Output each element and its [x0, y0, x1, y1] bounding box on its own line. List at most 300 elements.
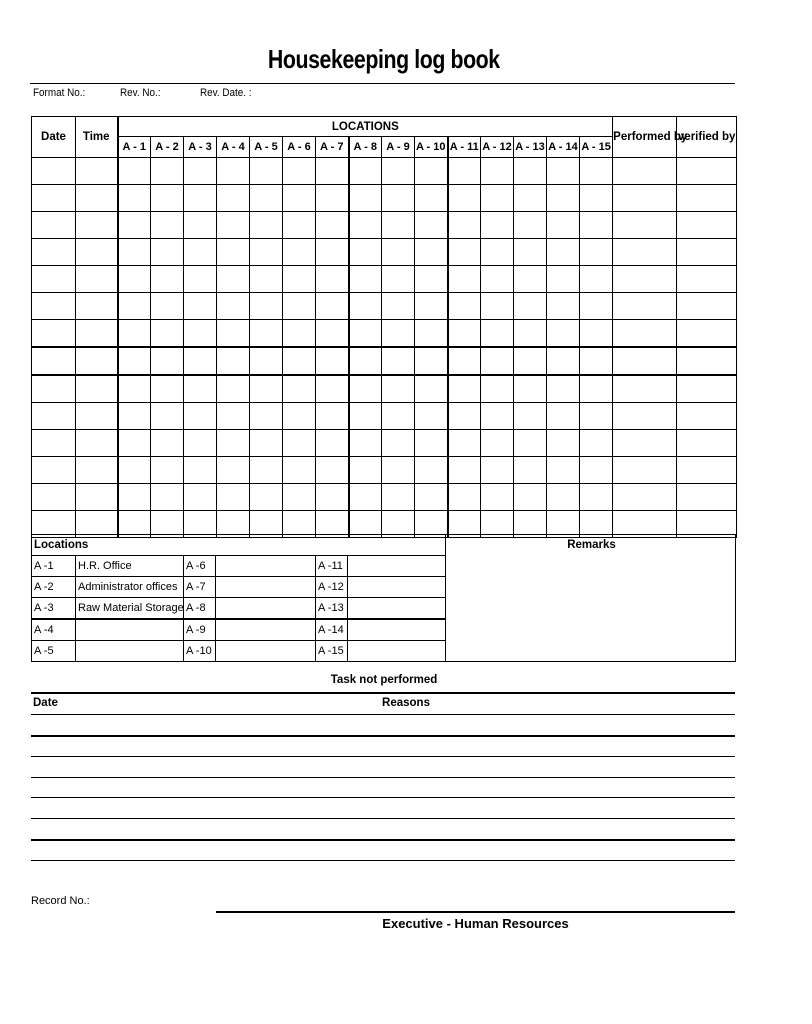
log-cell[interactable] [32, 430, 76, 457]
log-cell[interactable] [151, 320, 184, 348]
log-cell[interactable] [32, 293, 76, 320]
log-cell[interactable] [184, 266, 217, 293]
log-cell[interactable] [217, 293, 250, 320]
log-cell[interactable] [547, 457, 580, 484]
log-cell[interactable] [316, 185, 349, 212]
log-cell[interactable] [32, 347, 76, 375]
log-cell[interactable] [316, 430, 349, 457]
log-cell[interactable] [677, 158, 737, 185]
date-column-header: Date [32, 117, 76, 158]
log-cell[interactable] [580, 266, 613, 293]
log-cell[interactable] [382, 375, 415, 403]
log-cell[interactable] [677, 185, 737, 212]
log-cell[interactable] [217, 347, 250, 375]
log-cell[interactable] [448, 266, 481, 293]
task-row-line[interactable] [31, 797, 735, 798]
log-cell[interactable] [217, 375, 250, 403]
log-cell[interactable] [283, 430, 316, 457]
log-cell[interactable] [76, 266, 118, 293]
log-cell[interactable] [316, 158, 349, 185]
location-code: A -7 [184, 577, 216, 598]
log-cell[interactable] [118, 293, 151, 320]
log-cell[interactable] [151, 430, 184, 457]
locations-legend-table [31, 534, 736, 662]
log-row [32, 347, 737, 375]
log-cell[interactable] [547, 293, 580, 320]
task-row-line[interactable] [31, 777, 735, 778]
log-cell[interactable] [76, 457, 118, 484]
log-cell[interactable] [415, 457, 448, 484]
log-cell[interactable] [382, 403, 415, 430]
log-cell[interactable] [415, 320, 448, 348]
log-cell[interactable] [613, 266, 677, 293]
log-cell[interactable] [283, 185, 316, 212]
log-cell[interactable] [184, 185, 217, 212]
log-cell[interactable] [448, 484, 481, 511]
log-cell[interactable] [316, 457, 349, 484]
log-cell[interactable] [32, 375, 76, 403]
log-cell[interactable] [580, 430, 613, 457]
log-cell[interactable] [448, 403, 481, 430]
log-cell[interactable] [118, 484, 151, 511]
locations-legend-header: Locations [32, 535, 446, 556]
log-cell[interactable] [382, 320, 415, 348]
log-cell[interactable] [250, 430, 283, 457]
log-cell[interactable] [514, 293, 547, 320]
log-cell[interactable] [184, 212, 217, 239]
log-cell[interactable] [217, 484, 250, 511]
log-cell[interactable] [415, 212, 448, 239]
log-cell[interactable] [677, 347, 737, 375]
log-cell[interactable] [580, 212, 613, 239]
log-cell[interactable] [415, 484, 448, 511]
location-code: A -8 [184, 598, 216, 620]
log-cell[interactable] [382, 430, 415, 457]
log-cell[interactable] [481, 347, 514, 375]
log-cell[interactable] [448, 185, 481, 212]
log-cell[interactable] [283, 375, 316, 403]
log-cell[interactable] [580, 375, 613, 403]
location-name[interactable] [216, 577, 316, 598]
log-cell[interactable] [151, 185, 184, 212]
log-cell[interactable] [415, 266, 448, 293]
log-cell[interactable] [580, 158, 613, 185]
log-cell[interactable] [250, 484, 283, 511]
log-cell[interactable] [580, 484, 613, 511]
log-cell[interactable] [250, 457, 283, 484]
log-cell[interactable] [76, 158, 118, 185]
log-cell[interactable] [349, 266, 382, 293]
log-cell[interactable] [118, 320, 151, 348]
log-cell[interactable] [349, 239, 382, 266]
location-code-header: A - 8 [349, 137, 382, 158]
log-cell[interactable] [250, 239, 283, 266]
log-cell[interactable] [316, 212, 349, 239]
log-cell[interactable] [448, 457, 481, 484]
log-cell[interactable] [547, 375, 580, 403]
log-cell[interactable] [217, 158, 250, 185]
log-cell[interactable] [415, 293, 448, 320]
log-row [32, 239, 737, 266]
log-cell[interactable] [415, 375, 448, 403]
log-cell[interactable] [613, 185, 677, 212]
log-cell[interactable] [514, 185, 547, 212]
location-name[interactable]: Administrator offices [76, 577, 184, 598]
log-cell[interactable] [382, 158, 415, 185]
remarks-box[interactable] [446, 535, 736, 662]
log-cell[interactable] [283, 484, 316, 511]
log-cell[interactable] [448, 212, 481, 239]
task-row-line[interactable] [31, 735, 735, 737]
log-cell[interactable] [118, 158, 151, 185]
log-cell[interactable] [283, 266, 316, 293]
log-cell[interactable] [250, 293, 283, 320]
log-cell[interactable] [613, 239, 677, 266]
log-cell[interactable] [382, 347, 415, 375]
log-cell[interactable] [514, 212, 547, 239]
log-cell[interactable] [613, 375, 677, 403]
log-cell[interactable] [448, 158, 481, 185]
log-cell[interactable] [184, 430, 217, 457]
log-cell[interactable] [316, 403, 349, 430]
log-cell[interactable] [415, 347, 448, 375]
log-cell[interactable] [76, 484, 118, 511]
log-cell[interactable] [448, 347, 481, 375]
log-cell[interactable] [32, 403, 76, 430]
log-cell[interactable] [283, 212, 316, 239]
log-cell[interactable] [514, 484, 547, 511]
log-cell[interactable] [382, 185, 415, 212]
location-name[interactable] [348, 598, 446, 620]
log-cell[interactable] [283, 158, 316, 185]
log-cell[interactable] [481, 293, 514, 320]
log-cell[interactable] [184, 347, 217, 375]
log-cell[interactable] [580, 347, 613, 375]
log-cell[interactable] [184, 457, 217, 484]
log-cell[interactable] [448, 375, 481, 403]
log-cell[interactable] [677, 320, 737, 348]
log-cell[interactable] [613, 212, 677, 239]
log-cell[interactable] [514, 403, 547, 430]
log-cell[interactable] [415, 403, 448, 430]
task-row-line[interactable] [31, 839, 735, 841]
log-cell[interactable] [118, 430, 151, 457]
log-cell[interactable] [415, 430, 448, 457]
log-cell[interactable] [250, 320, 283, 348]
log-cell[interactable] [32, 185, 76, 212]
log-cell[interactable] [580, 403, 613, 430]
log-cell[interactable] [217, 457, 250, 484]
log-cell[interactable] [151, 158, 184, 185]
log-cell[interactable] [547, 320, 580, 348]
log-cell[interactable] [349, 430, 382, 457]
log-cell[interactable] [415, 185, 448, 212]
log-cell[interactable] [151, 403, 184, 430]
log-cell[interactable] [514, 430, 547, 457]
log-cell[interactable] [118, 403, 151, 430]
log-cell[interactable] [283, 239, 316, 266]
log-cell[interactable] [677, 212, 737, 239]
log-cell[interactable] [32, 484, 76, 511]
log-cell[interactable] [677, 430, 737, 457]
log-cell[interactable] [283, 320, 316, 348]
log-cell[interactable] [151, 239, 184, 266]
log-cell[interactable] [118, 185, 151, 212]
log-cell[interactable] [184, 239, 217, 266]
rev-no-label: Rev. No.: [120, 87, 161, 99]
log-cell[interactable] [184, 320, 217, 348]
log-cell[interactable] [547, 212, 580, 239]
log-cell[interactable] [481, 239, 514, 266]
log-cell[interactable] [76, 212, 118, 239]
log-cell[interactable] [580, 185, 613, 212]
location-name[interactable] [76, 641, 184, 662]
log-cell[interactable] [349, 293, 382, 320]
log-cell[interactable] [184, 293, 217, 320]
log-cell[interactable] [349, 185, 382, 212]
log-cell[interactable] [349, 403, 382, 430]
log-cell[interactable] [580, 239, 613, 266]
log-cell[interactable] [349, 375, 382, 403]
log-cell[interactable] [250, 266, 283, 293]
log-cell[interactable] [481, 185, 514, 212]
log-cell[interactable] [481, 430, 514, 457]
log-cell[interactable] [76, 430, 118, 457]
log-cell[interactable] [118, 239, 151, 266]
log-cell[interactable] [32, 239, 76, 266]
log-cell[interactable] [283, 403, 316, 430]
log-cell[interactable] [217, 239, 250, 266]
log-cell[interactable] [481, 320, 514, 348]
log-cell[interactable] [481, 484, 514, 511]
log-cell[interactable] [217, 212, 250, 239]
log-cell[interactable] [76, 239, 118, 266]
log-cell[interactable] [481, 457, 514, 484]
log-cell[interactable] [118, 457, 151, 484]
location-name[interactable] [348, 577, 446, 598]
log-row [32, 375, 737, 403]
log-cell[interactable] [151, 212, 184, 239]
location-name[interactable] [216, 619, 316, 641]
log-cell[interactable] [547, 185, 580, 212]
log-cell[interactable] [316, 266, 349, 293]
log-cell[interactable] [217, 430, 250, 457]
log-cell[interactable] [382, 266, 415, 293]
location-name[interactable] [348, 619, 446, 641]
log-cell[interactable] [613, 484, 677, 511]
log-cell[interactable] [32, 266, 76, 293]
log-row [32, 185, 737, 212]
log-cell[interactable] [316, 320, 349, 348]
log-cell[interactable] [118, 375, 151, 403]
log-cell[interactable] [76, 185, 118, 212]
log-cell[interactable] [316, 239, 349, 266]
log-cell[interactable] [613, 403, 677, 430]
log-cell[interactable] [547, 430, 580, 457]
log-cell[interactable] [448, 430, 481, 457]
log-cell[interactable] [677, 375, 737, 403]
task-not-performed-title: Task not performed [330, 674, 438, 686]
log-cell[interactable] [580, 457, 613, 484]
location-name[interactable] [348, 556, 446, 577]
task-row-line[interactable] [31, 714, 735, 715]
log-cell[interactable] [677, 266, 737, 293]
log-cell[interactable] [349, 457, 382, 484]
log-cell[interactable] [382, 239, 415, 266]
log-cell[interactable] [547, 239, 580, 266]
location-name[interactable] [76, 619, 184, 641]
log-cell[interactable] [151, 293, 184, 320]
log-cell[interactable] [349, 212, 382, 239]
log-row [32, 266, 737, 293]
log-cell[interactable] [250, 403, 283, 430]
log-cell[interactable] [151, 484, 184, 511]
task-table-top-rule [31, 692, 735, 694]
location-code-header: A - 3 [184, 137, 217, 158]
log-cell[interactable] [677, 484, 737, 511]
log-cell[interactable] [382, 212, 415, 239]
log-cell[interactable] [316, 375, 349, 403]
location-name[interactable] [348, 641, 446, 662]
log-cell[interactable] [76, 347, 118, 375]
locations-column-header: LOCATIONS [118, 117, 613, 137]
log-cell[interactable] [250, 185, 283, 212]
log-cell[interactable] [677, 403, 737, 430]
log-cell[interactable] [481, 212, 514, 239]
task-row-line[interactable] [31, 818, 735, 819]
log-cell[interactable] [217, 403, 250, 430]
log-cell[interactable] [613, 430, 677, 457]
log-cell[interactable] [184, 484, 217, 511]
log-cell[interactable] [349, 484, 382, 511]
record-no-label: Record No.: [31, 895, 90, 907]
log-cell[interactable] [217, 185, 250, 212]
log-cell[interactable] [514, 320, 547, 348]
log-cell[interactable] [677, 239, 737, 266]
log-cell[interactable] [250, 347, 283, 375]
log-cell[interactable] [349, 320, 382, 348]
log-row [32, 430, 737, 457]
log-cell[interactable] [415, 239, 448, 266]
log-cell[interactable] [481, 375, 514, 403]
log-cell[interactable] [32, 212, 76, 239]
location-code: A -11 [316, 556, 348, 577]
log-cell[interactable] [316, 347, 349, 375]
log-cell[interactable] [514, 239, 547, 266]
log-cell[interactable] [184, 158, 217, 185]
log-cell[interactable] [250, 212, 283, 239]
log-cell[interactable] [382, 293, 415, 320]
log-cell[interactable] [118, 266, 151, 293]
log-cell[interactable] [415, 158, 448, 185]
log-cell[interactable] [580, 320, 613, 348]
verified-by-column-header: verified by [677, 117, 737, 158]
log-cell[interactable] [250, 375, 283, 403]
log-cell[interactable] [580, 293, 613, 320]
log-cell[interactable] [283, 293, 316, 320]
log-cell[interactable] [613, 347, 677, 375]
log-cell[interactable] [118, 212, 151, 239]
log-cell[interactable] [448, 293, 481, 320]
location-code: A -5 [32, 641, 76, 662]
log-row [32, 403, 737, 430]
log-cell[interactable] [349, 347, 382, 375]
log-cell[interactable] [382, 484, 415, 511]
location-code-header: A - 13 [514, 137, 547, 158]
log-cell[interactable] [514, 266, 547, 293]
log-cell[interactable] [613, 320, 677, 348]
log-cell[interactable] [151, 266, 184, 293]
log-cell[interactable] [448, 239, 481, 266]
log-cell[interactable] [118, 347, 151, 375]
log-cell[interactable] [481, 158, 514, 185]
log-cell[interactable] [250, 158, 283, 185]
log-cell[interactable] [151, 347, 184, 375]
log-cell[interactable] [613, 293, 677, 320]
log-cell[interactable] [677, 457, 737, 484]
log-cell[interactable] [76, 320, 118, 348]
location-code: A -14 [316, 619, 348, 641]
location-name[interactable]: Raw Material Storage [76, 598, 184, 620]
log-cell[interactable] [514, 457, 547, 484]
log-cell[interactable] [32, 457, 76, 484]
location-code-header: A - 11 [448, 137, 481, 158]
log-cell[interactable] [217, 266, 250, 293]
log-cell[interactable] [316, 293, 349, 320]
location-name[interactable] [216, 598, 316, 620]
task-row-line[interactable] [31, 860, 735, 861]
log-cell[interactable] [32, 158, 76, 185]
location-code-header: A - 7 [316, 137, 349, 158]
log-cell[interactable] [184, 403, 217, 430]
location-name[interactable] [216, 641, 316, 662]
task-row-line[interactable] [31, 756, 735, 757]
log-cell[interactable] [76, 403, 118, 430]
log-cell[interactable] [184, 375, 217, 403]
location-code: A -2 [32, 577, 76, 598]
log-cell[interactable] [547, 484, 580, 511]
log-cell[interactable] [382, 457, 415, 484]
log-cell[interactable] [448, 320, 481, 348]
log-cell[interactable] [217, 320, 250, 348]
log-cell[interactable] [76, 293, 118, 320]
log-cell[interactable] [481, 403, 514, 430]
log-cell[interactable] [514, 375, 547, 403]
log-cell[interactable] [316, 484, 349, 511]
log-cell[interactable] [547, 347, 580, 375]
log-cell[interactable] [547, 266, 580, 293]
log-cell[interactable] [32, 320, 76, 348]
remarks-header: Remarks [567, 539, 616, 551]
log-cell[interactable] [283, 457, 316, 484]
log-cell[interactable] [151, 375, 184, 403]
log-cell[interactable] [349, 158, 382, 185]
log-cell[interactable] [481, 266, 514, 293]
log-cell[interactable] [283, 347, 316, 375]
log-cell[interactable] [76, 375, 118, 403]
log-cell[interactable] [547, 403, 580, 430]
log-cell[interactable] [613, 158, 677, 185]
log-cell[interactable] [613, 457, 677, 484]
location-name[interactable]: H.R. Office [76, 556, 184, 577]
log-cell[interactable] [514, 347, 547, 375]
log-cell[interactable] [151, 457, 184, 484]
log-cell[interactable] [677, 293, 737, 320]
log-cell[interactable] [547, 158, 580, 185]
location-name[interactable] [216, 556, 316, 577]
format-no-label: Format No.: [33, 87, 86, 99]
log-cell[interactable] [514, 158, 547, 185]
